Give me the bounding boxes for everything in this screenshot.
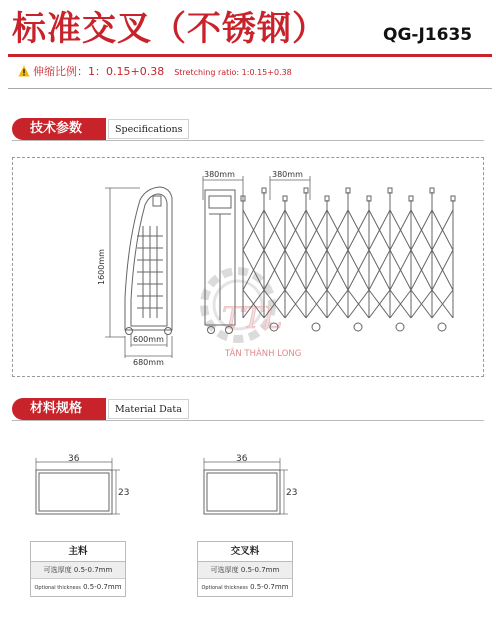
stretch-ratio-en: Stretching ratio: 1:0.15+0.38 bbox=[174, 68, 292, 77]
watermark-text: TÂN THÀNH LONG bbox=[225, 349, 302, 359]
profile-2-thickness-en bbox=[198, 579, 292, 596]
profile-1-table bbox=[30, 541, 126, 597]
model-number: QG-J1635 bbox=[383, 25, 473, 45]
materials-title-cn: 材料规格 bbox=[12, 398, 106, 420]
profile-2-width: 36 bbox=[236, 454, 248, 464]
profile-2-thickness-cn: 可选厚度 0.5-0.7mm bbox=[198, 562, 292, 579]
profile-1-width: 36 bbox=[68, 454, 80, 464]
dim-section-b-label: 380mm bbox=[272, 170, 303, 179]
profile-1-thickness-cn: 可选厚度 0.5-0.7mm bbox=[31, 562, 125, 579]
specs-title-en: Specifications bbox=[108, 119, 189, 139]
specs-title-cn: 技术参数 bbox=[12, 118, 106, 140]
svg-text:TTL: TTL bbox=[222, 301, 283, 336]
profile-2-name: 交叉料 bbox=[198, 542, 292, 562]
dim-inner-width-label: 600mm bbox=[133, 335, 164, 344]
dim-outer-width-label: 680mm bbox=[133, 358, 164, 367]
profile-1-thickness-en-label: Optional thickness bbox=[34, 585, 81, 591]
profile-2-section bbox=[204, 458, 288, 514]
profile-1-thickness-en bbox=[31, 579, 125, 596]
dim-section-a-label: 380mm bbox=[204, 170, 235, 179]
stretch-ratio-cn: 伸缩比例：1：0.15+0.38 bbox=[33, 65, 165, 78]
profile-2-thickness-en-value: 0.5-0.7mm bbox=[250, 583, 289, 591]
page-title: 标准交叉（不锈钢） bbox=[12, 9, 327, 49]
materials-title-en: Material Data bbox=[108, 399, 189, 419]
profile-1-section bbox=[36, 458, 120, 514]
profile-2-thickness-en-label: Optional thickness bbox=[201, 585, 248, 591]
profile-2-table bbox=[197, 541, 293, 597]
profile-1-name: 主料 bbox=[31, 542, 125, 562]
profile-1-height: 23 bbox=[118, 488, 130, 498]
profile-1-thickness-en-value: 0.5-0.7mm bbox=[83, 583, 122, 591]
dim-height-label: 1600mm bbox=[97, 249, 106, 285]
profile-2-height: 23 bbox=[286, 488, 298, 498]
